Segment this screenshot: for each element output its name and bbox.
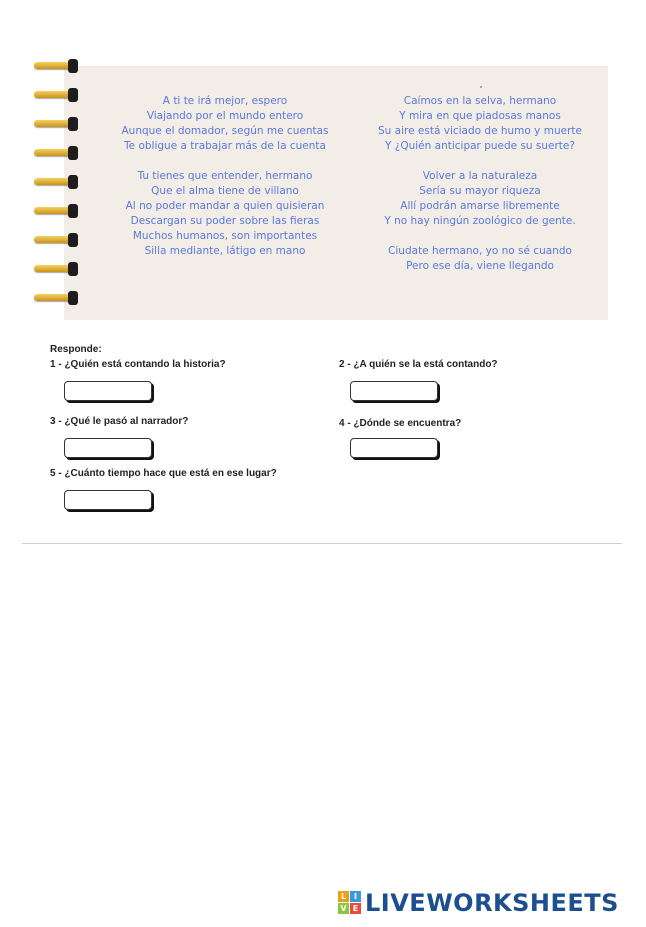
poem-line: Al no poder mandar a quien quisieran bbox=[125, 200, 325, 212]
decorative-dot bbox=[480, 86, 482, 88]
poem-line: Muchos humanos, son importantes bbox=[132, 230, 318, 242]
answer-3-input[interactable] bbox=[64, 438, 152, 458]
poem-line: Te obligue a trabajar más de la cuenta bbox=[124, 140, 326, 152]
spiral-ring bbox=[34, 203, 80, 219]
poem-line: Que el alma tiene de villano bbox=[151, 185, 299, 197]
poem-line: Sería su mayor riqueza bbox=[419, 185, 541, 197]
logo-blocks-icon bbox=[338, 891, 362, 915]
logo-block: V bbox=[338, 903, 349, 914]
liveworksheets-logo[interactable] bbox=[338, 888, 619, 918]
poem-line: Y mira en que piadosas manos bbox=[399, 110, 561, 122]
logo-block: E bbox=[350, 903, 361, 914]
poem-line: Pero ese día, viene llegando bbox=[406, 260, 554, 272]
question-5-label: 5 - ¿Cuánto tiempo hace que está en ese lugar? bbox=[50, 468, 277, 479]
spiral-ring bbox=[34, 261, 80, 277]
poem-line: Aunque el domador, según me cuentas bbox=[121, 125, 329, 137]
poem-line: A ti te irá mejor, espero bbox=[162, 95, 288, 107]
question-4-label: 4 - ¿Dónde se encuentra? bbox=[339, 418, 462, 429]
spiral-ring bbox=[34, 232, 80, 248]
responde-heading: Responde: bbox=[50, 344, 102, 355]
spiral-ring bbox=[34, 87, 80, 103]
answer-1-input[interactable] bbox=[64, 381, 152, 401]
poem-line: Allí podrán amarse libremente bbox=[400, 200, 560, 212]
spiral-ring bbox=[34, 174, 80, 190]
spiral-ring bbox=[34, 116, 80, 132]
spiral-ring bbox=[34, 290, 80, 306]
poem-left-column bbox=[110, 94, 340, 259]
poem-line: Caímos en la selva, hermano bbox=[403, 95, 557, 107]
question-2-label: 2 - ¿A quién se la está contando? bbox=[339, 359, 498, 370]
poem-line: Y ¿Quién anticipar puede su suerte? bbox=[385, 140, 575, 152]
poem-line: Descargan su poder sobre las fieras bbox=[130, 215, 320, 227]
poem-line: Volver a la naturaleza bbox=[422, 170, 538, 182]
poem-line: Silla mediante, látigo en mano bbox=[144, 245, 306, 257]
page-divider bbox=[22, 543, 622, 544]
question-1-label: 1 - ¿Quién está contando la historia? bbox=[50, 359, 226, 370]
logo-block: I bbox=[350, 891, 361, 902]
poem-line: Tu tienes que entender, hermano bbox=[137, 170, 313, 182]
spiral-ring bbox=[34, 145, 80, 161]
answer-5-input[interactable] bbox=[64, 490, 152, 510]
poem-line: Y no hay ningún zoológico de gente. bbox=[384, 215, 576, 227]
poem-line: Ciudate hermano, yo no sé cuando bbox=[388, 245, 572, 257]
poem-line: Su aire está viciado de humo y muerte bbox=[378, 125, 582, 137]
question-3-label: 3 - ¿Qué le pasó al narrador? bbox=[50, 416, 189, 427]
poem-line: Viajando por el mundo entero bbox=[146, 110, 304, 122]
answer-2-input[interactable] bbox=[350, 381, 438, 401]
spiral-ring bbox=[34, 58, 80, 74]
logo-block: L bbox=[338, 891, 349, 902]
spiral-binding bbox=[34, 58, 82, 310]
logo-text: LIVEWORKSHEETS bbox=[365, 889, 619, 917]
answer-4-input[interactable] bbox=[350, 438, 438, 458]
poem-right-column bbox=[365, 94, 595, 274]
